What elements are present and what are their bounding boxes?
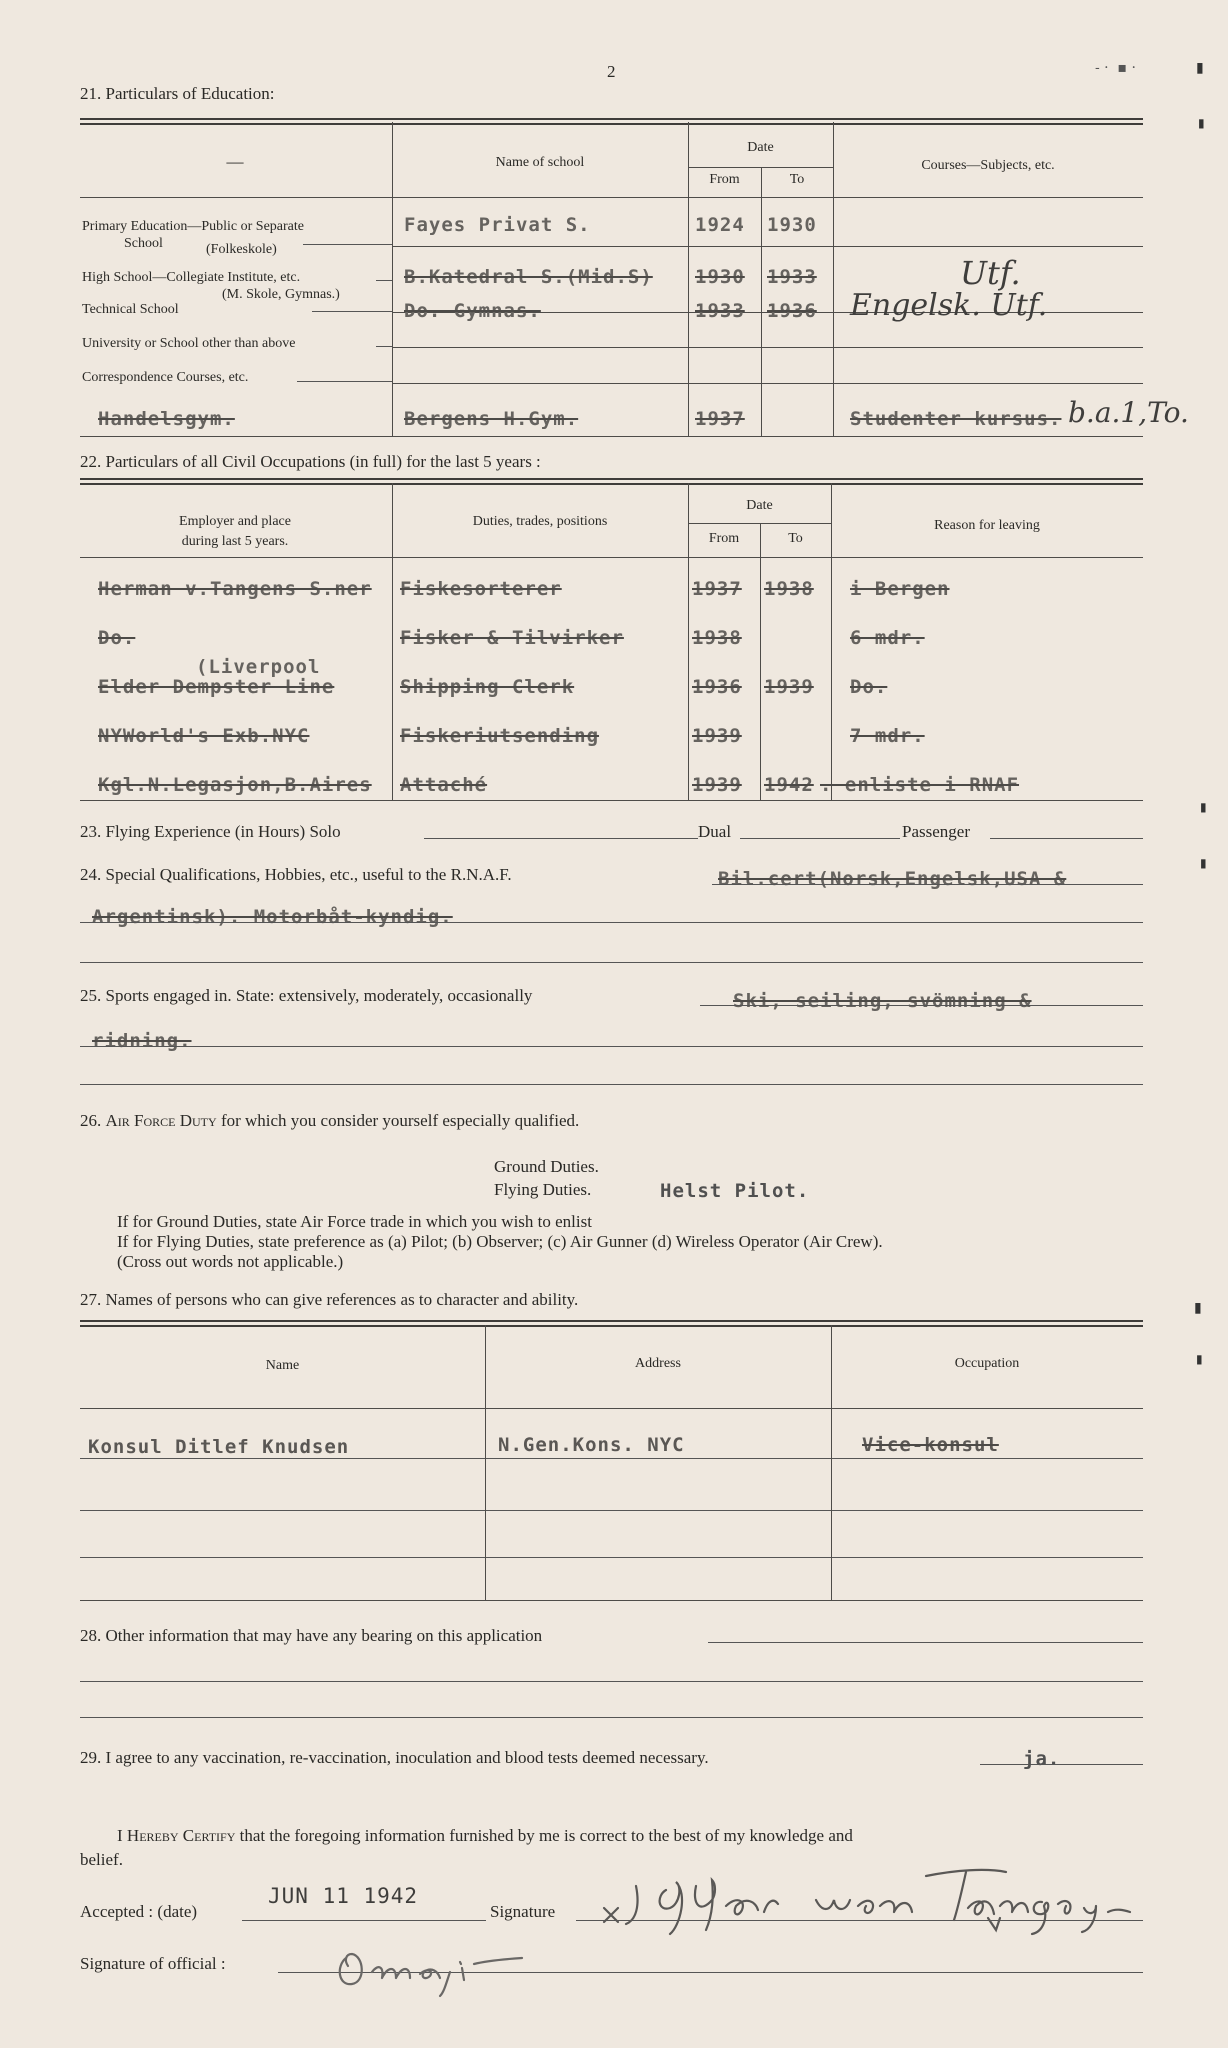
occ-to: 1939 bbox=[764, 676, 814, 698]
edu-col-date: Date bbox=[747, 140, 774, 155]
occ-duties: Fiskeriutsending bbox=[400, 725, 600, 747]
occ-col-employer-2: during last 5 years. bbox=[181, 534, 289, 549]
certify-caps: I Hereby Certify bbox=[117, 1826, 236, 1845]
occ-reason: . enliste i RNAF bbox=[820, 774, 1020, 796]
references-label: 27. Names of persons who can give references as to character and ability. bbox=[80, 1290, 579, 1309]
edu-courses-hand: b.a.1,To. bbox=[1068, 396, 1189, 429]
edge-marks: - · ▪ · bbox=[1095, 60, 1136, 76]
edge-mark: ▮ bbox=[1196, 1352, 1203, 1366]
occ-reason: 6 mdr. bbox=[850, 627, 925, 649]
duty-num: 26. bbox=[80, 1111, 102, 1130]
duty-rest: for which you consider yourself especially qualified. bbox=[220, 1111, 580, 1130]
certify-text: that the foregoing information furnished by me is correct to the best of my knowledge and bbox=[239, 1826, 853, 1845]
accepted-date-stamp: JUN 11 1942 bbox=[268, 1884, 419, 1908]
edge-mark: ▮ bbox=[1200, 856, 1207, 870]
other-label: 28. Other information that may have any bearing on this application bbox=[80, 1626, 543, 1645]
ref-name: Konsul Ditlef Knudsen bbox=[88, 1436, 350, 1458]
edu-school: B.Katedral S.(Mid.S) bbox=[404, 266, 653, 288]
duty-ground: Ground Duties. bbox=[494, 1157, 599, 1176]
education-heading: 21. Particulars of Education: bbox=[80, 84, 275, 103]
occ-to: 1942 bbox=[764, 774, 814, 796]
applicant-signature bbox=[596, 1856, 1136, 1936]
special-answer-1: Bil.cert(Norsk,Engelsk,USA & bbox=[718, 868, 1067, 890]
edu-school: Bergens H.Gym. bbox=[404, 408, 579, 430]
edu-row-label: Primary Education—Public or Separate bbox=[82, 219, 304, 234]
edu-courses-hand: Utf. bbox=[960, 254, 1021, 292]
occ-duties: Fiskesorterer bbox=[400, 578, 562, 600]
duty-note-2: If for Flying Duties, state preference as (a) Pilot; (b) Observer; (c) Air Gunner (d) Wireless Operator (Air Crew). bbox=[117, 1232, 883, 1251]
occ-duties: Fisker & Tilvirker bbox=[400, 627, 624, 649]
edu-to: 1936 bbox=[767, 300, 817, 322]
occ-employer: Herman v.Tangens S.ner bbox=[98, 578, 372, 600]
ref-occupation: Vice-konsul bbox=[862, 1434, 999, 1456]
sports-label: 25. Sports engaged in. State: extensively, moderately, occasionally bbox=[80, 986, 533, 1005]
edu-row-label: Correspondence Courses, etc. bbox=[82, 370, 249, 385]
edu-col-courses: Courses—Subjects, etc. bbox=[921, 158, 1055, 173]
official-signature bbox=[332, 1938, 532, 1998]
edu-row-note: (Folkeskole) bbox=[206, 242, 277, 257]
edu-col-to: To bbox=[789, 172, 805, 187]
occ-col-to: To bbox=[788, 531, 803, 546]
edu-from: 1930 bbox=[695, 266, 745, 288]
accepted-label: Accepted : (date) bbox=[80, 1902, 198, 1921]
edu-row-label: Technical School bbox=[82, 302, 179, 317]
flying-passenger: Passenger bbox=[902, 822, 970, 841]
occ-col-employer: Employer and place bbox=[179, 514, 291, 529]
occ-col-from: From bbox=[708, 531, 740, 546]
edu-from: 1924 bbox=[695, 214, 745, 236]
edu-from: 1937 bbox=[695, 408, 745, 430]
edge-mark: ▮ bbox=[1194, 1300, 1202, 1316]
ref-col-address: Address bbox=[635, 1356, 681, 1371]
flying-label: 23. Flying Experience (in Hours) Solo bbox=[80, 822, 341, 841]
edu-col-dash: — bbox=[226, 152, 244, 171]
edu-row-label-typed: Handelsgym. bbox=[98, 408, 235, 430]
table-top-rule bbox=[80, 118, 1143, 125]
ref-address: N.Gen.Kons. NYC bbox=[498, 1434, 685, 1456]
signature-label: Signature bbox=[490, 1902, 556, 1921]
occ-duties: Shipping Clerk bbox=[400, 676, 575, 698]
page-number: 2 bbox=[607, 62, 616, 81]
occ-reason: i Bergen bbox=[850, 578, 950, 600]
occ-from: 1938 bbox=[692, 627, 742, 649]
occ-liverpool-note: (Liverpool bbox=[196, 656, 321, 678]
occ-employer: Elder Dempster Line bbox=[98, 676, 335, 698]
occ-from: 1939 bbox=[692, 774, 742, 796]
occ-employer: NYWorld's Exb.NYC bbox=[98, 725, 310, 747]
duty-label bbox=[80, 1111, 579, 1131]
occ-from: 1936 bbox=[692, 676, 742, 698]
edu-to: 1933 bbox=[767, 266, 817, 288]
sports-answer-2: ridning. bbox=[92, 1030, 192, 1052]
official-signature-label: Signature of official : bbox=[80, 1954, 226, 1973]
occ-reason: 7 mdr. bbox=[850, 725, 925, 747]
duty-flying-answer: Helst Pilot. bbox=[660, 1180, 810, 1202]
flying-dual: Dual bbox=[698, 822, 732, 841]
occ-duties: Attaché bbox=[400, 774, 488, 796]
duty-caps: Air Force Duty bbox=[105, 1111, 217, 1130]
duty-note-3: (Cross out words not applicable.) bbox=[117, 1252, 344, 1271]
edu-row-note: (M. Skole, Gymnas.) bbox=[222, 287, 340, 302]
edu-row-label: University or School other than above bbox=[82, 336, 296, 351]
edu-courses: Studenter kursus. bbox=[850, 408, 1062, 430]
occ-from: 1937 bbox=[692, 578, 742, 600]
edu-row-label-2: School bbox=[124, 236, 163, 251]
sports-answer-1: Ski, seiling, svömning & bbox=[733, 990, 1032, 1012]
edu-col-from: From bbox=[709, 172, 740, 187]
edu-from: 1933 bbox=[695, 300, 745, 322]
ref-col-occupation: Occupation bbox=[954, 1356, 1020, 1371]
edu-school: Do. Gymnas. bbox=[404, 300, 541, 322]
edu-row-label: High School—Collegiate Institute, etc. bbox=[82, 270, 301, 285]
vaccination-answer: ja. bbox=[1023, 1748, 1061, 1770]
certify-line-1 bbox=[117, 1826, 853, 1846]
edu-school: Fayes Privat S. bbox=[404, 214, 591, 236]
edu-to: 1930 bbox=[767, 214, 817, 236]
vaccination-label: 29. I agree to any vaccination, re-vaccination, inoculation and blood tests deemed necessary. bbox=[80, 1748, 709, 1767]
occ-to: 1938 bbox=[764, 578, 814, 600]
edu-courses-hand: Engelsk. Utf. bbox=[850, 288, 1048, 323]
duty-note-1: If for Ground Duties, state Air Force trade in which you wish to enlist bbox=[117, 1212, 592, 1231]
ref-col-name: Name bbox=[265, 1358, 300, 1373]
occ-col-date: Date bbox=[746, 498, 773, 513]
special-label: 24. Special Qualifications, Hobbies, etc., useful to the R.N.A.F. bbox=[80, 865, 512, 884]
occ-reason: Do. bbox=[850, 676, 888, 698]
occ-col-reason: Reason for leaving bbox=[934, 518, 1040, 533]
special-answer-2: Argentinsk). Motorbåt-kyndig. bbox=[92, 906, 453, 928]
edu-col-school: Name of school bbox=[495, 155, 585, 170]
occ-col-duties: Duties, trades, positions bbox=[472, 514, 608, 529]
certify-line-2: belief. bbox=[80, 1850, 123, 1869]
edge-mark: ▮ bbox=[1198, 116, 1205, 130]
occ-from: 1939 bbox=[692, 725, 742, 747]
occupations-heading: 22. Particulars of all Civil Occupations (in full) for the last 5 years : bbox=[80, 452, 541, 471]
duty-flying: Flying Duties. bbox=[494, 1180, 592, 1199]
occ-employer: Kgl.N.Legasjon,B.Aires bbox=[98, 774, 372, 796]
occ-employer: Do. bbox=[98, 627, 136, 649]
edge-mark: ▮ bbox=[1196, 60, 1204, 76]
edge-mark: ▮ bbox=[1200, 800, 1207, 814]
